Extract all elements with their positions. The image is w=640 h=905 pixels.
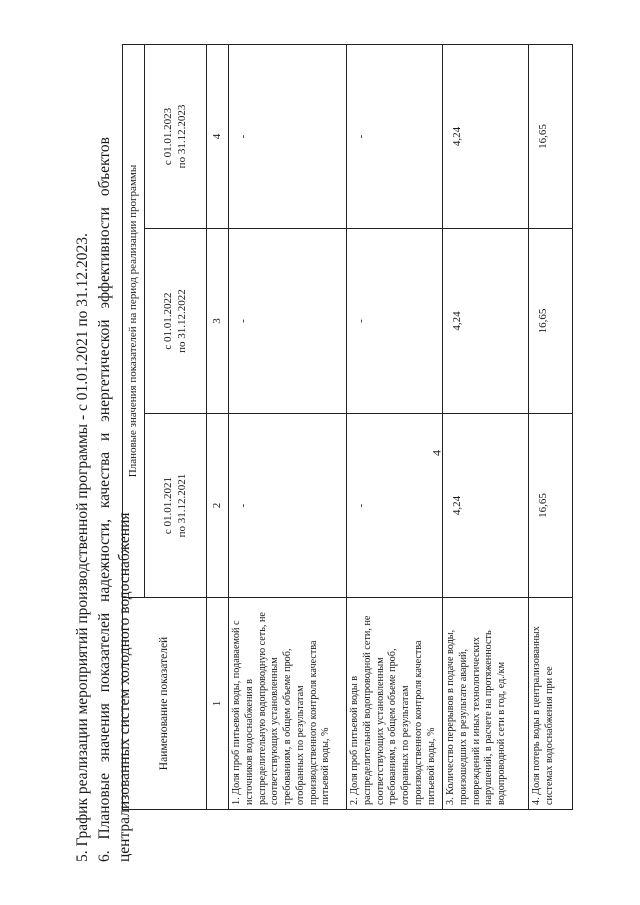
table-row [229,44,347,809]
row-4-name: 4. Доля потерь воды в централизованных системах водоснабжения при ее [529,598,573,810]
row-4-value-2022: 16,65 [529,229,573,414]
indicators-table-container [122,45,572,810]
col-number-2: 2 [207,414,229,598]
row-4-value-2023: 16,65 [529,44,573,228]
section-5-heading: 5. График реализации мероприятий производственной программы - с 01.01.2021 по 31.12.2023. [74,233,91,862]
period-2022-text: с 01.01.2022 по 31.12.2022 [161,289,188,353]
period-2021-text: с 01.01.2021 по 31.12.2021 [161,473,188,538]
row-4-value-2021: 16,65 [529,414,573,598]
table-row [443,44,529,809]
table-row [529,44,573,809]
row-2-value-2022: - [347,229,443,414]
col-number-3: 3 [207,229,229,414]
row-2-value-2023: - [347,44,443,228]
header-period-2023 [145,44,207,228]
row-1-value-2023: - [229,44,347,228]
col-number-4: 4 [207,44,229,228]
header-period-2021 [145,414,207,598]
row-1-value-2021: - [229,414,347,598]
header-plan-values: Плановые значения показателей на период реализации программы [123,44,145,597]
row-3-value-2023: 4,24 [443,44,529,228]
section-6-heading-line1: 6. Плановые значения показателей надежности, качества и энергетической эффективности объектов [96,137,113,862]
page-number: 4 [429,450,444,456]
row-2-name: 2. Доля проб питьевой воды в распределительной водопроводной сети, не соответствующих установленным требованиям, в общем объеме проб, отобранных по результатам производственного контроля качества питьевой воды, % [347,598,443,810]
row-3-value-2021: 4,24 [443,414,529,598]
row-1-name: 1. Доля проб питьевой воды, подаваемой с источников водоснабжения в распределительную водопроводную сеть, не соответствующих установленным требованиям, в общем объеме проб, отобранных по результатам производственного контроля качества питьевой воды, % [229,598,347,810]
row-2-value-2021: - [347,414,443,598]
table-row [347,44,443,809]
row-1-value-2022: - [229,229,347,414]
indicators-table [122,44,573,810]
row-3-value-2022: 4,24 [443,229,529,414]
header-period-2022 [145,229,207,414]
row-3-name: 3. Количество перерывов в подаче воды, произошедших в результате аварий, повреждений и иных технологических нарушений, в расчете на протяженность водопроводной сети в год, ед./км [443,598,529,810]
header-indicator-name: Наименование показателей [123,598,207,810]
col-number-1: 1 [207,598,229,810]
section-6-heading-line2: централизованных систем холодного водоснабжения [116,512,133,862]
period-2023-text: с 01.01.2023 по 31.12.2023 [161,104,188,169]
